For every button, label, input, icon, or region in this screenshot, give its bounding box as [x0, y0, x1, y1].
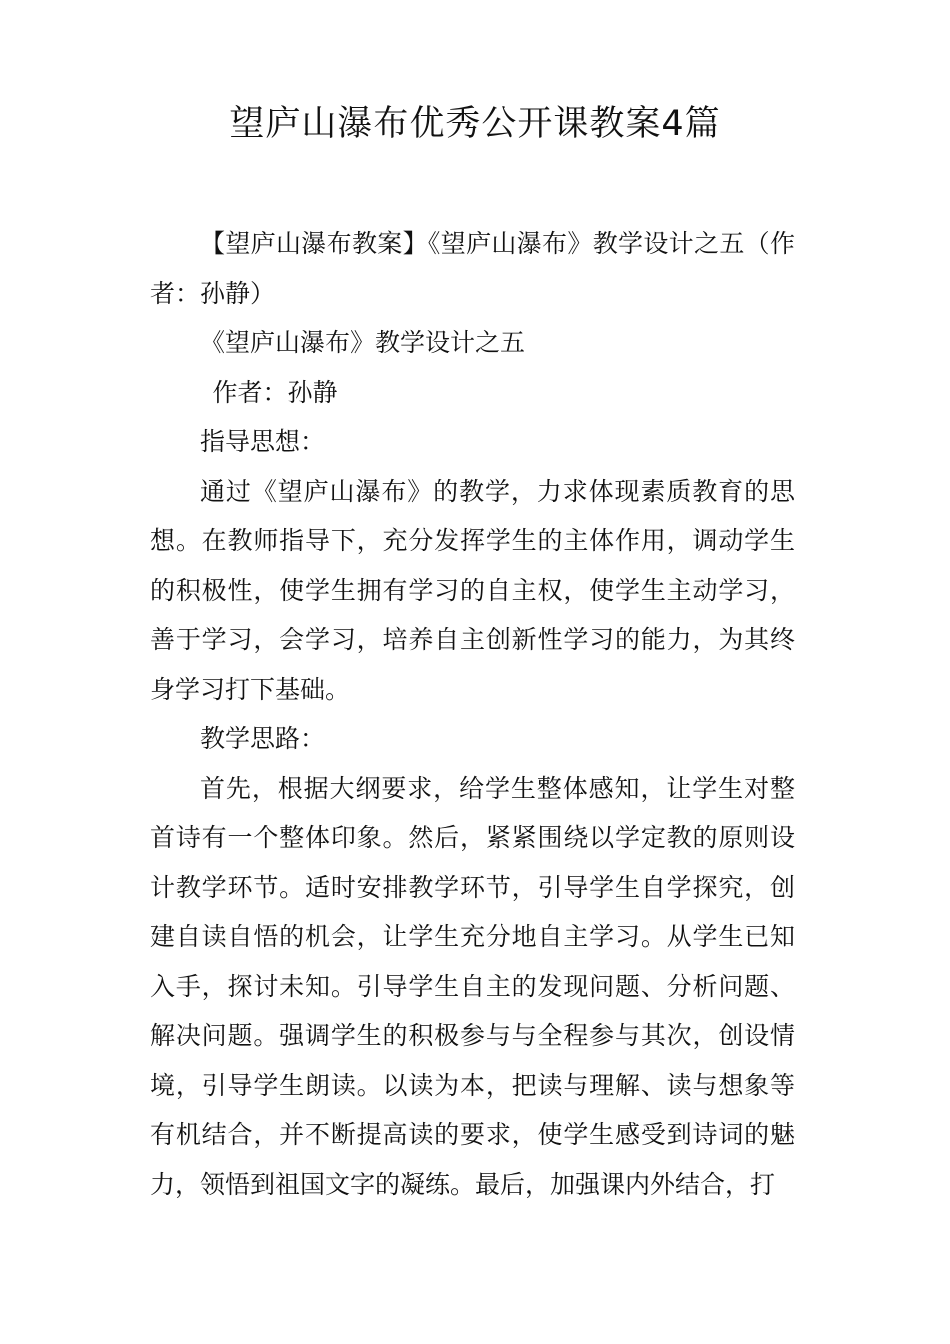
paragraph-author: 作者：孙静 — [212, 377, 338, 407]
paragraph-guiding: 通过《望庐山瀑布》的教学，力求体现素质教育的思想。在教师指导下，充分发挥学生的主体作用，调动学生的积极性，使学生拥有学习的自主权，使学生主动学习，善于学习，会学习，培养自主创新性学习的能力，为其终身学习打下基础。 — [150, 476, 795, 704]
page-title: 望庐山瀑布优秀公开课教案4篇 — [229, 104, 721, 144]
document-body — [150, 219, 795, 1209]
paragraph-heading: 【望庐山瀑布教案】《望庐山瀑布》教学设计之五（作者：孙静） — [150, 229, 795, 308]
paragraph-approach: 首先，根据大纲要求，给学生整体感知，让学生对整首诗有一个整体印象。然后，紧紧围绕以学定教的原则设计教学环节。适时安排教学环节，引导学生自学探究，创建自读自悟的机会，让学生充分地自主学习。从学生已知入手，探讨未知。引导学生自主的发现问题、分析问题、解决问题。强调学生的积极参与与全程参与其次，创设情境，引导学生朗读。以读为本，把读与理解、读与想象等有机结合，并不断提高读的要求，使学生感受到诗词的魅力，领悟到祖国文字的凝练。最后，加强课内外结合，打 — [150, 773, 795, 1199]
paragraph-subtitle: 《望庐山瀑布》教学设计之五 — [200, 328, 526, 357]
section-label-approach: 教学思路： — [200, 724, 326, 753]
section-label-guiding: 指导思想： — [200, 427, 326, 456]
